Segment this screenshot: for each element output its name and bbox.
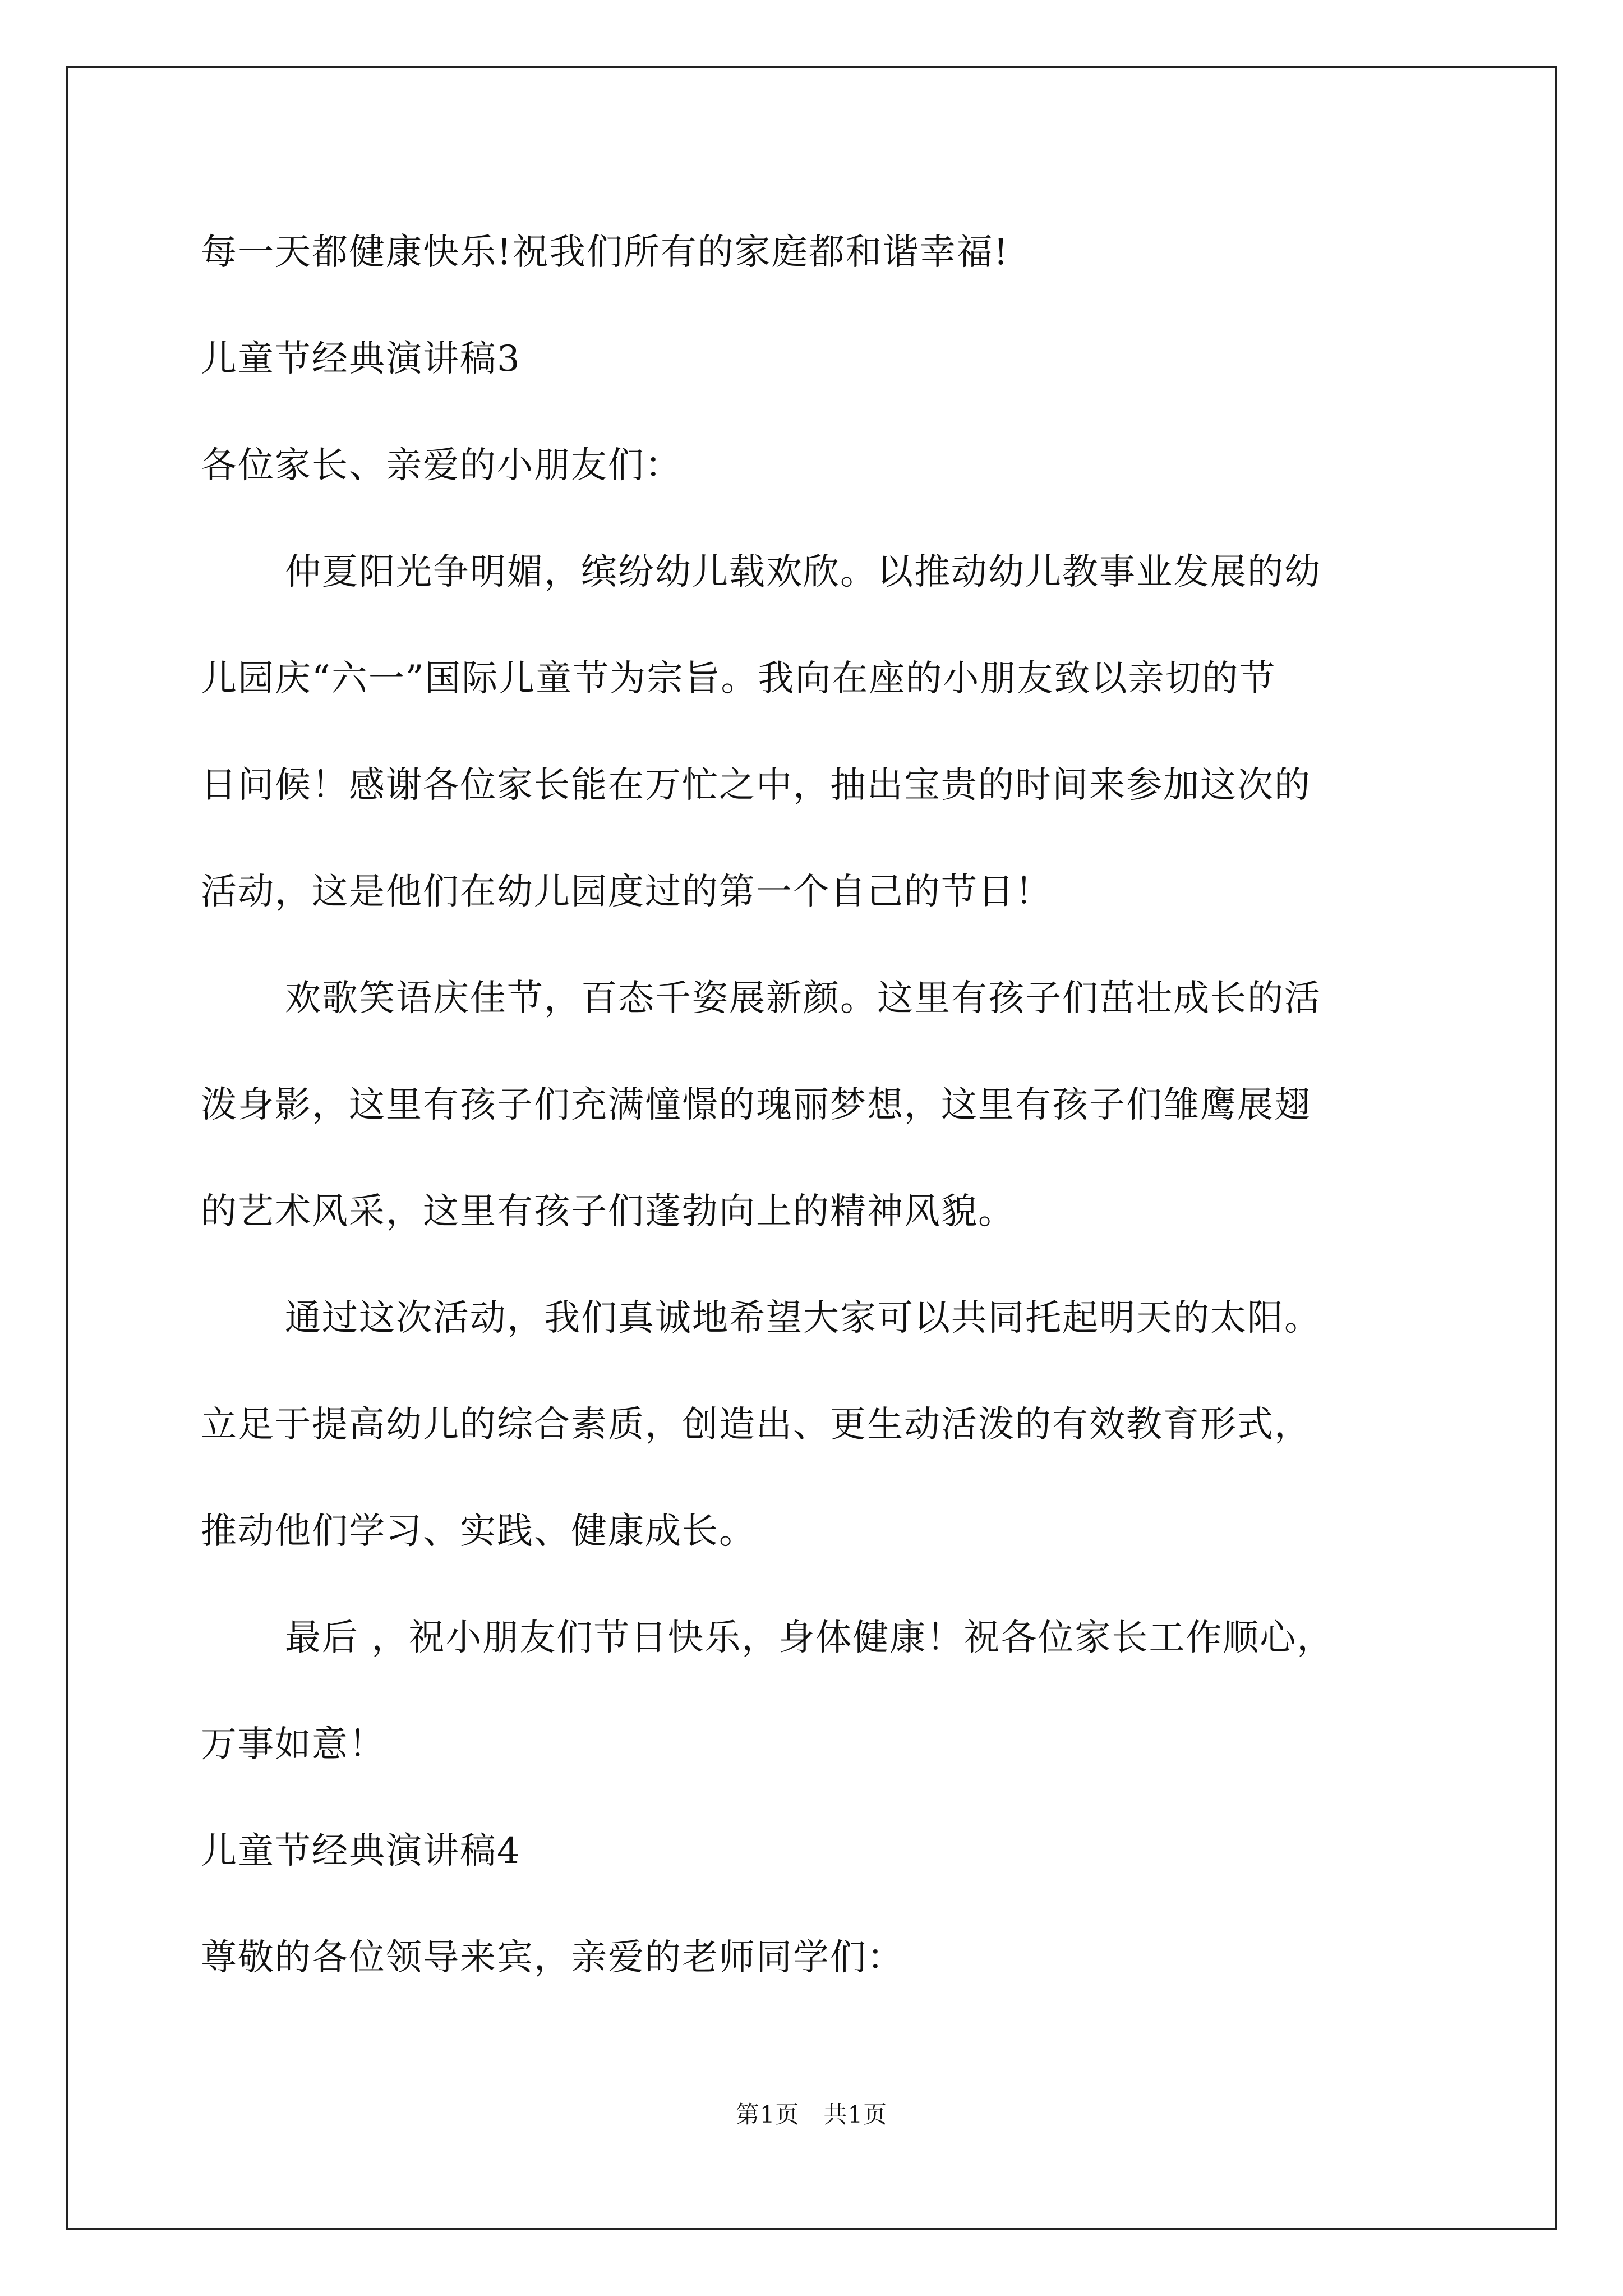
paragraph-line: 万事如意！: [201, 1724, 386, 1765]
paragraph-line: 最后 ，祝小朋友们节日快乐，身体健康！祝各位家长工作顺心，: [285, 1617, 1334, 1659]
paragraph-line: 欢歌笑语庆佳节，百态千姿展新颜。这里有孩子们茁壮成长的活: [285, 978, 1321, 1019]
paragraph-line: 泼身影，这里有孩子们充满憧憬的瑰丽梦想，这里有孩子们雏鹰展翅: [201, 1084, 1311, 1126]
paragraph-line: 仲夏阳光争明媚，缤纷幼儿载欢欣。以推动幼儿教事业发展的幼: [285, 551, 1321, 593]
section-heading-4: 儿童节经典演讲稿4: [201, 1830, 521, 1872]
closing-wish-line: 每一天都健康快乐!祝我们所有的家庭都和谐幸福!: [201, 232, 1009, 273]
page-border: [66, 66, 1557, 2230]
section-heading-3: 儿童节经典演讲稿3: [201, 338, 521, 380]
salutation-4: 尊敬的各位领导来宾，亲爱的老师同学们：: [201, 1937, 904, 1978]
paragraph-line: 日问候！感谢各位家长能在万忙之中，抽出宝贵的时间来参加这次的: [201, 765, 1311, 806]
paragraph-line: 立足于提高幼儿的综合素质，创造出、更生动活泼的有效教育形式，: [201, 1404, 1311, 1446]
page-footer: 第1页 共1页: [735, 2101, 888, 2128]
paragraph-line: 儿园庆“六一”国际儿童节为宗旨。我向在座的小朋友致以亲切的节: [201, 658, 1276, 700]
salutation-3: 各位家长、亲爱的小朋友们：: [201, 445, 682, 486]
paragraph-line: 通过这次活动，我们真诚地希望大家可以共同托起明天的太阳。: [285, 1297, 1321, 1339]
paragraph-line: 活动，这是他们在幼儿园度过的第一个自己的节日！: [201, 871, 1052, 913]
paragraph-line: 的艺术风采，这里有孩子们蓬勃向上的精神风貌。: [201, 1191, 1015, 1232]
paragraph-line: 推动他们学习、实践、健康成长。: [201, 1511, 756, 1552]
